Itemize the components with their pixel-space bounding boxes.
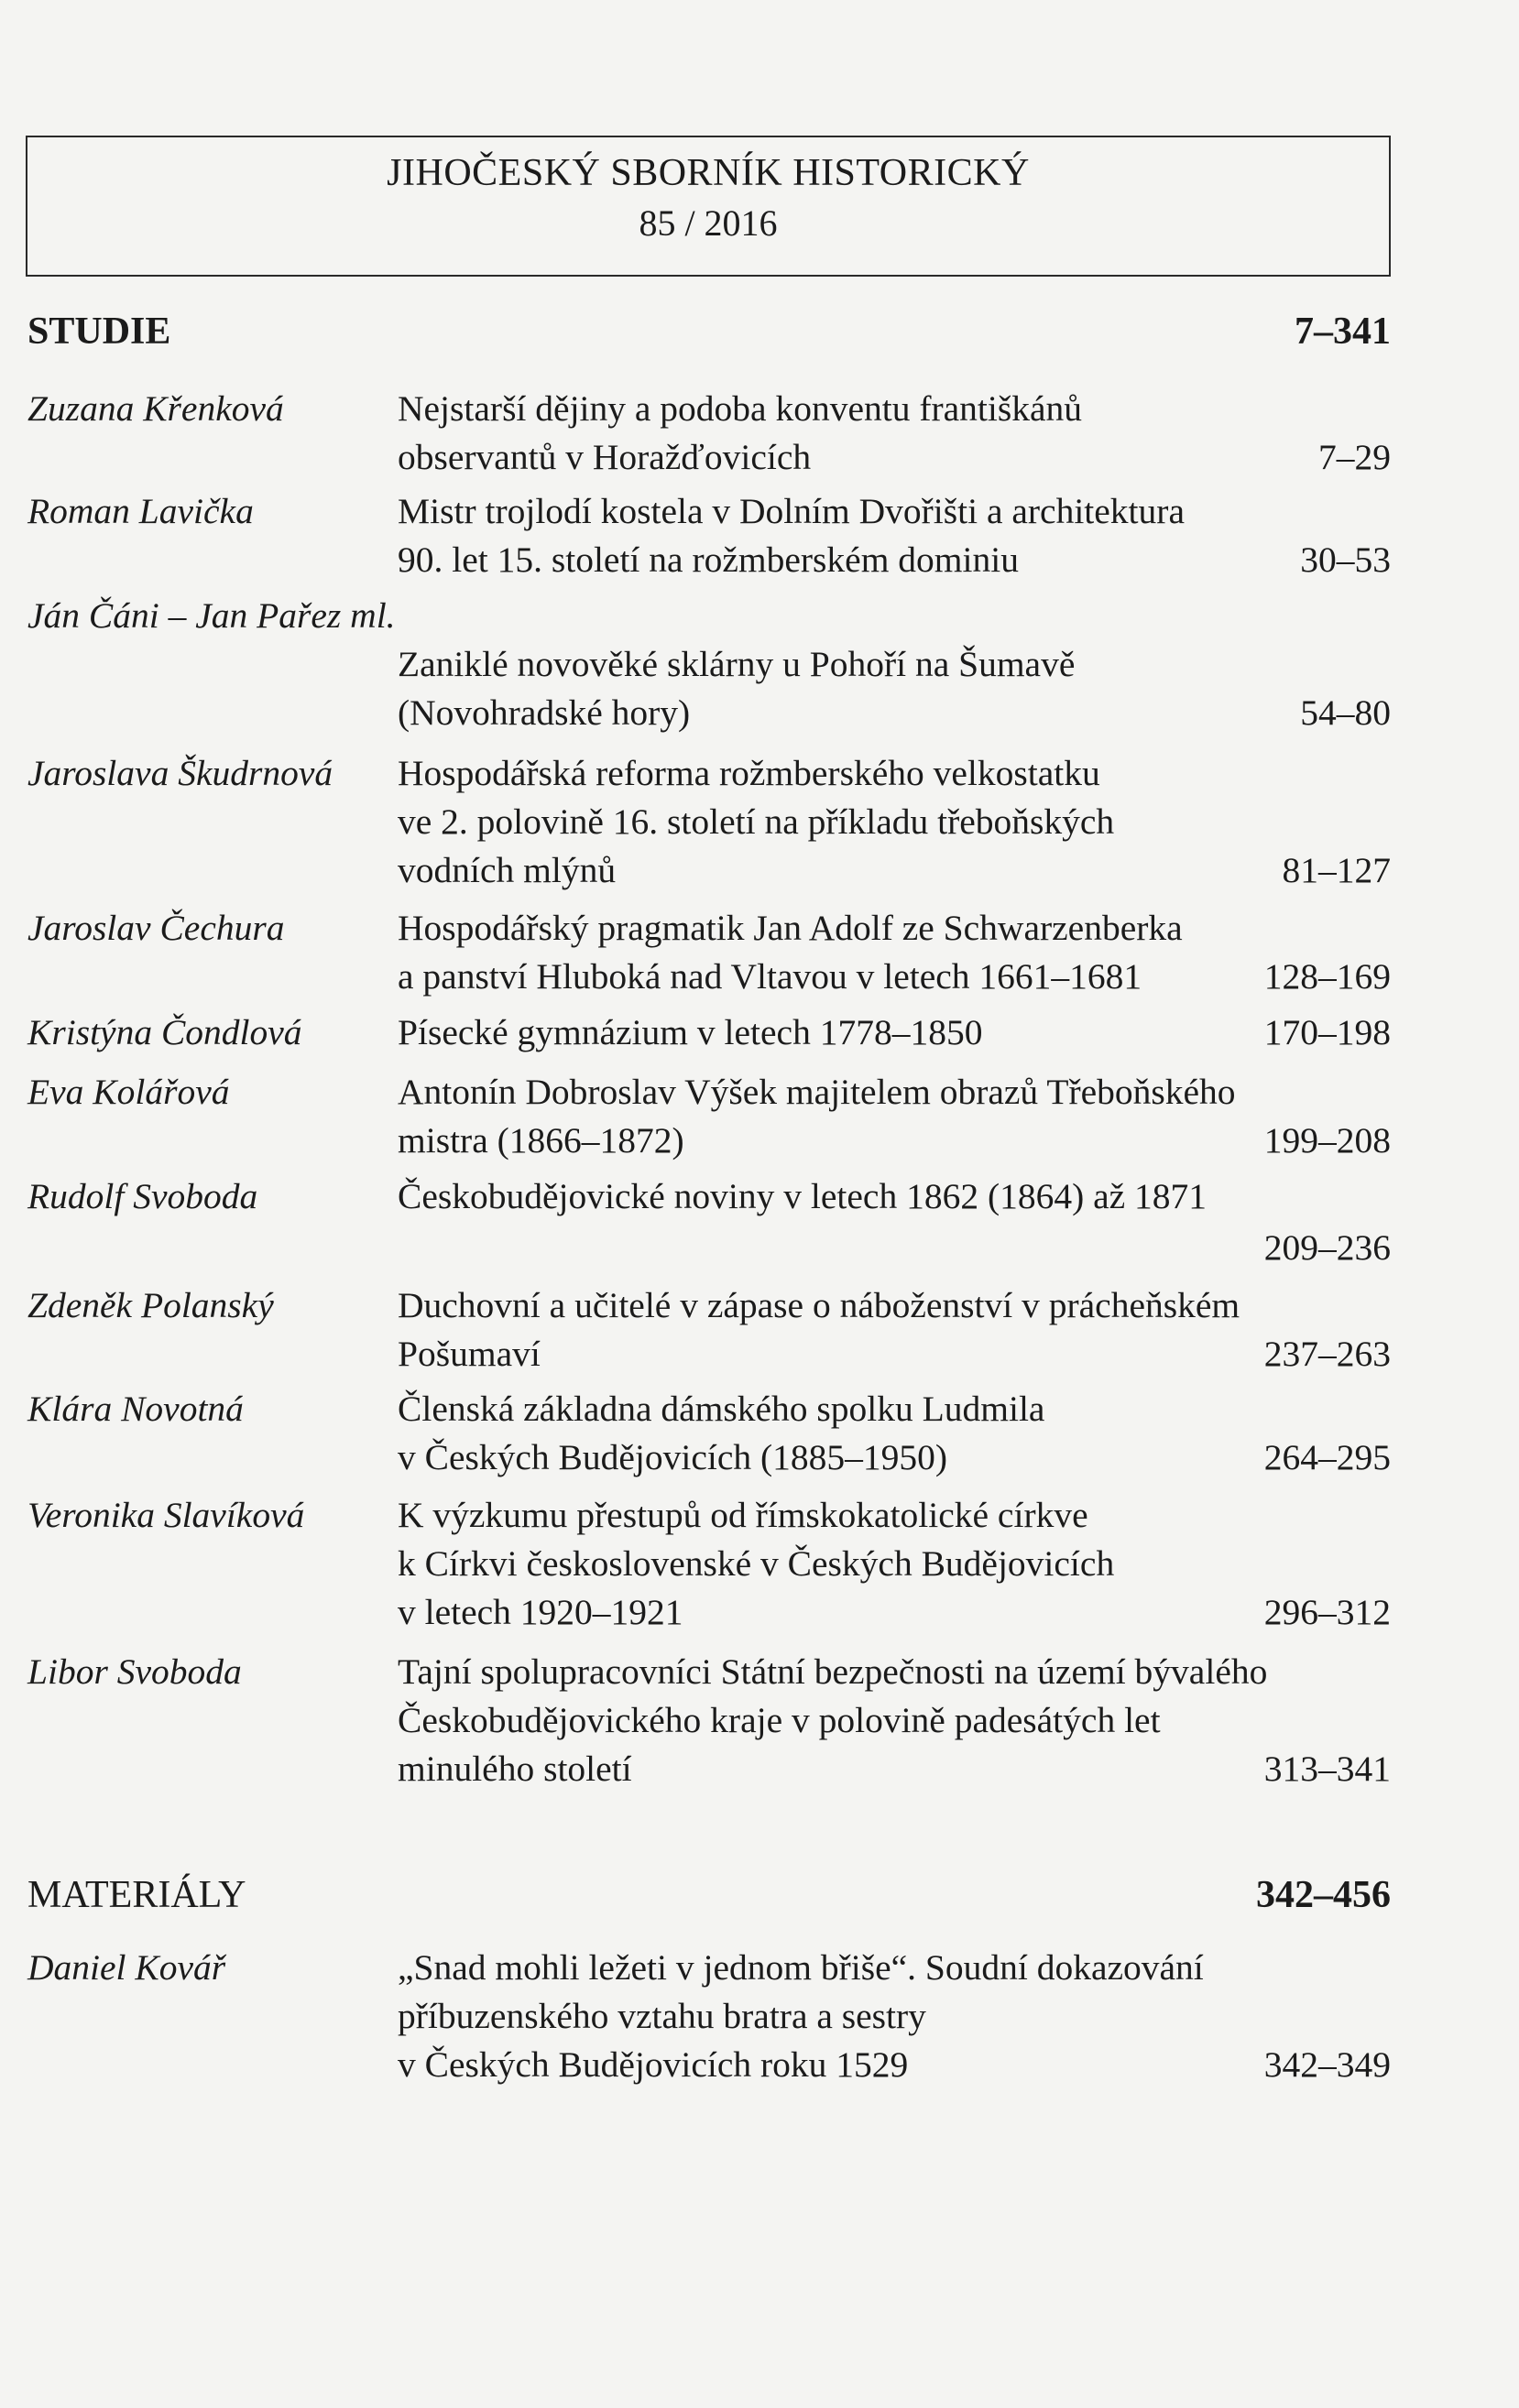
entry-title-line: Nejstarší dějiny a podoba konventu františkánů bbox=[398, 388, 1083, 429]
entry-author: Kristýna Čondlová bbox=[27, 1012, 302, 1052]
entry-title-line: Pošumaví bbox=[398, 1334, 541, 1374]
entry-title-line: observantů v Horažďovicích bbox=[398, 437, 812, 477]
entry-pages: 30–53 bbox=[1300, 539, 1391, 580]
entry-author: Jaroslav Čechura bbox=[27, 908, 285, 948]
section-label: STUDIE bbox=[27, 311, 171, 353]
entry-pages: 264–295 bbox=[1263, 1437, 1391, 1477]
entry-title-line: Duchovní a učitelé v zápase o náboženství v prácheňském bbox=[398, 1285, 1240, 1325]
entry-pages: 54–80 bbox=[1300, 692, 1391, 733]
entry-title-line: K výzkumu přestupů od římskokatolické církve bbox=[398, 1495, 1088, 1535]
entry-title-line: Tajní spolupracovníci Státní bezpečnosti na území bývalého bbox=[398, 1651, 1268, 1692]
entry-author: Libor Svoboda bbox=[27, 1651, 242, 1692]
entry-title-line: mistra (1866–1872) bbox=[398, 1120, 684, 1160]
entry-title-line: Hospodářský pragmatik Jan Adolf ze Schwarzenberka bbox=[398, 908, 1183, 948]
entry-author: Eva Kolářová bbox=[27, 1072, 230, 1112]
entry-pages: 209–236 bbox=[1263, 1227, 1391, 1268]
entry-pages: 313–341 bbox=[1263, 1749, 1391, 1789]
entry-author: Rudolf Svoboda bbox=[27, 1176, 258, 1216]
entry-title-line: minulého století bbox=[398, 1749, 632, 1789]
entry-author: Jaroslava Škudrnová bbox=[27, 753, 333, 793]
entry-author: Zdeněk Polanský bbox=[27, 1285, 274, 1325]
journal-volume: 85 / 2016 bbox=[639, 202, 778, 244]
entry-title-line: Českobudějovické noviny v letech 1862 (1864) až 1871 bbox=[398, 1176, 1208, 1216]
entry-title-line: Mistr trojlodí kostela v Dolním Dvořišti a architektura bbox=[398, 491, 1185, 531]
entry-title-line: Členská základna dámského spolku Ludmila bbox=[398, 1389, 1045, 1429]
entry-pages: 342–349 bbox=[1263, 2044, 1391, 2085]
entry-author: Roman Lavička bbox=[27, 491, 254, 531]
entry-title-line: v letech 1920–1921 bbox=[398, 1592, 683, 1632]
entry-title-line: Českobudějovického kraje v polovině padesátých let bbox=[398, 1700, 1161, 1740]
entry-pages: 7–29 bbox=[1318, 437, 1391, 477]
entry-title-line: „Snad mohli ležeti v jednom břiše“. Soudní dokazování bbox=[398, 1947, 1204, 1988]
section-pages: 7–341 bbox=[1295, 311, 1391, 353]
entry-title-line: Hospodářská reforma rožmberského velkostatku bbox=[398, 753, 1100, 793]
entry-title-line: 90. let 15. století na rožmberském dominiu bbox=[398, 539, 1019, 580]
entry-pages: 199–208 bbox=[1263, 1120, 1391, 1160]
entry-pages: 128–169 bbox=[1263, 956, 1391, 997]
entry-title-line: (Novohradské hory) bbox=[398, 692, 691, 733]
entry-author: Veronika Slavíková bbox=[27, 1495, 305, 1535]
entry-author: Ján Čáni – Jan Pařez ml. bbox=[27, 595, 396, 636]
entry-title-line: v Českých Budějovicích (1885–1950) bbox=[398, 1437, 948, 1477]
entry-author: Daniel Kovář bbox=[27, 1947, 226, 1988]
section-pages: 342–456 bbox=[1256, 1874, 1391, 1916]
entry-pages: 170–198 bbox=[1263, 1012, 1391, 1052]
entry-title-line: vodních mlýnů bbox=[398, 850, 617, 890]
entry-title-line: k Církvi československé v Českých Budějovicích bbox=[398, 1543, 1115, 1584]
journal-title: JIHOČESKÝ SBORNÍK HISTORICKÝ bbox=[387, 152, 1030, 194]
entry-pages: 296–312 bbox=[1263, 1592, 1391, 1632]
entry-title-line: Zaniklé novověké sklárny u Pohoří na Šumavě bbox=[398, 644, 1076, 684]
section-label: MATERIÁLY bbox=[27, 1874, 246, 1916]
entry-title-line: v Českých Budějovicích roku 1529 bbox=[398, 2044, 909, 2085]
entry-title-line: Písecké gymnázium v letech 1778–1850 bbox=[398, 1012, 983, 1052]
entry-title-line: příbuzenského vztahu bratra a sestry bbox=[398, 1996, 926, 2036]
entry-author: Zuzana Křenková bbox=[27, 388, 284, 429]
entry-pages: 237–263 bbox=[1263, 1334, 1391, 1374]
entry-title-line: a panství Hluboká nad Vltavou v letech 1661–1681 bbox=[398, 956, 1142, 997]
entry-pages: 81–127 bbox=[1282, 850, 1391, 890]
journal-header-box bbox=[26, 136, 1391, 277]
entry-title-line: ve 2. polovině 16. století na příkladu třeboňských bbox=[398, 801, 1115, 842]
entry-author: Klára Novotná bbox=[27, 1389, 244, 1429]
entry-title-line: Antonín Dobroslav Výšek majitelem obrazů Třeboňského bbox=[398, 1072, 1236, 1112]
